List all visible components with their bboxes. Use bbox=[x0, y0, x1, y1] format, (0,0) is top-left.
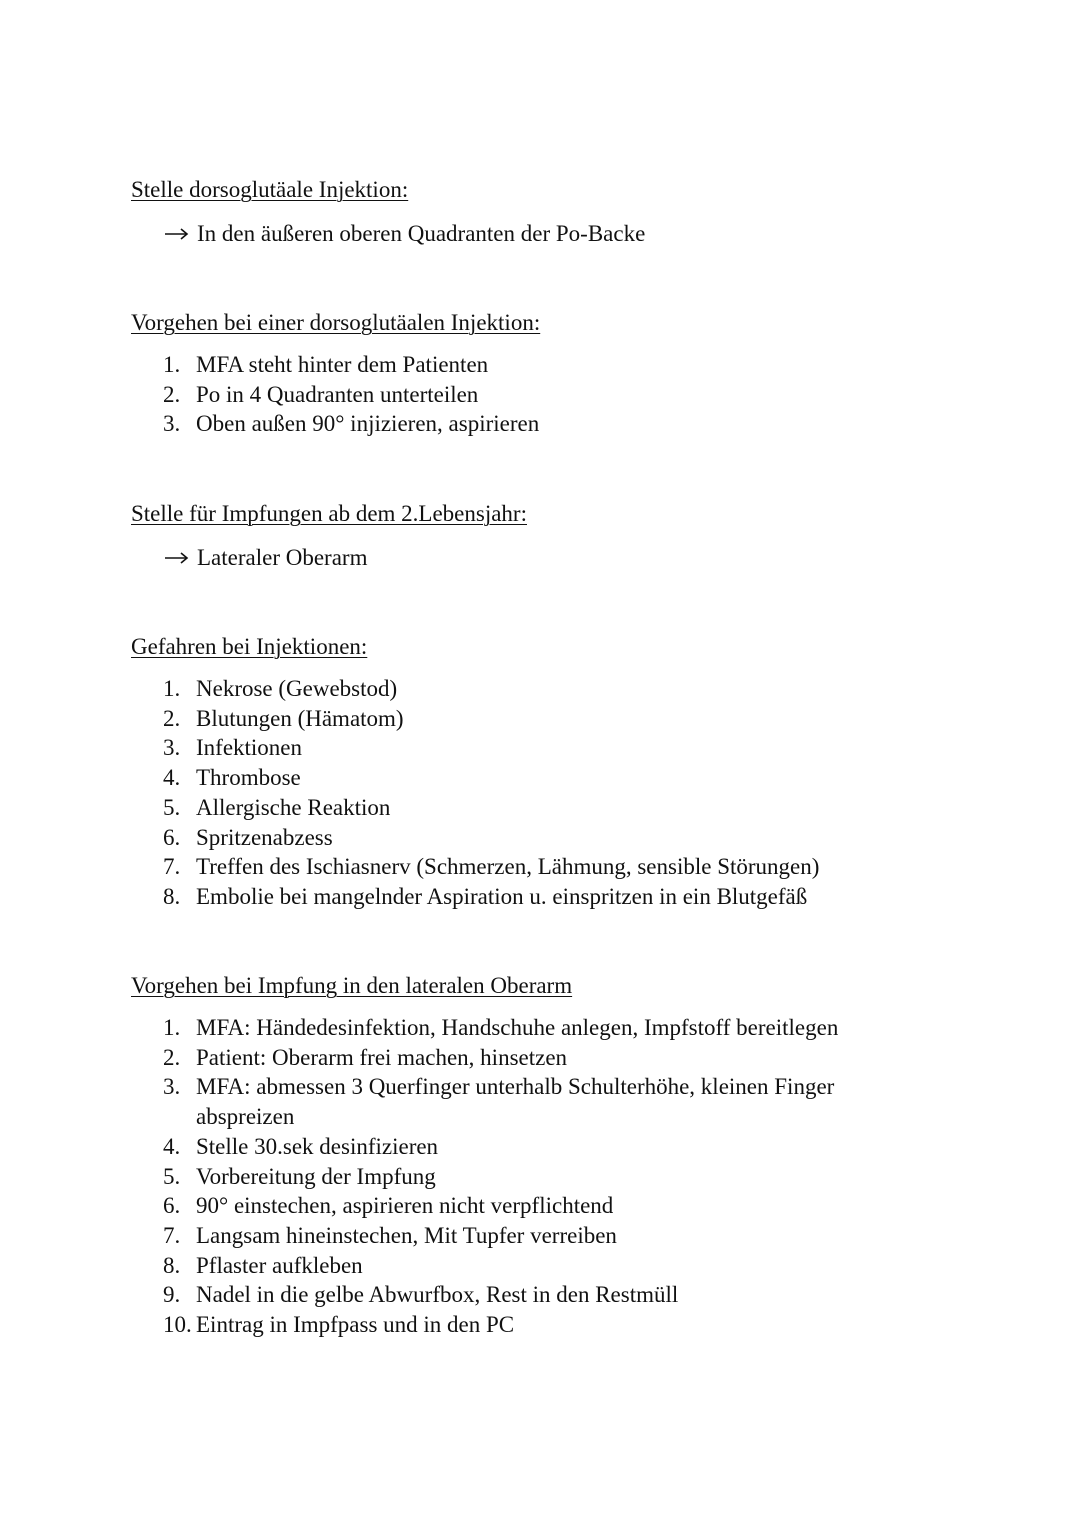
list-item bbox=[131, 1280, 1031, 1310]
list-text: Nekrose (Gewebstod) bbox=[196, 676, 398, 701]
list-item bbox=[131, 1043, 1031, 1073]
section-heading: Stelle für Impfungen ab dem 2.Lebensjahr: bbox=[131, 501, 527, 526]
list-item bbox=[131, 1162, 1031, 1192]
list-number: 1. bbox=[163, 1015, 181, 1040]
list-number: 8. bbox=[163, 1252, 181, 1278]
section-injection-risks bbox=[131, 632, 1031, 912]
section-heading: Gefahren bei Injektionen: bbox=[131, 634, 368, 659]
list-number: 7. bbox=[163, 854, 181, 880]
list-text: Blutungen (Hämatom) bbox=[196, 705, 404, 731]
list-number: 10. bbox=[163, 1312, 192, 1338]
list-item bbox=[131, 1013, 1031, 1043]
list-number: 4. bbox=[163, 765, 181, 791]
list-item bbox=[131, 733, 1031, 763]
list-text: Vorbereitung der Impfung bbox=[196, 1163, 436, 1189]
list-item bbox=[131, 409, 1031, 439]
section-injection-site bbox=[131, 175, 1031, 249]
numbered-list bbox=[131, 1013, 1031, 1340]
arrow-line bbox=[164, 543, 1031, 573]
list-text: Allergische Reaktion bbox=[196, 794, 391, 820]
list-item bbox=[131, 1251, 1031, 1281]
list-number: 2. bbox=[163, 705, 181, 731]
list-text: Stelle 30.sek desinfizieren bbox=[196, 1133, 439, 1159]
section-heading: Stelle dorsoglutäale Injektion: bbox=[131, 177, 409, 202]
list-number: 5. bbox=[163, 794, 181, 820]
list-text: Nadel in die gelbe Abwurfbox, Rest in den Restmüll bbox=[196, 1282, 679, 1308]
list-text: Embolie bei mangelnder Aspiration u. einspritzen in ein Blutgefäß bbox=[196, 883, 808, 909]
arrow-text: Lateraler Oberarm bbox=[197, 545, 368, 570]
list-number: 2. bbox=[163, 1044, 181, 1070]
list-number: 6. bbox=[163, 1193, 181, 1219]
list-text: Infektionen bbox=[196, 735, 303, 761]
numbered-list bbox=[131, 674, 1031, 912]
list-item bbox=[131, 763, 1031, 793]
list-text: Patient: Oberarm frei machen, hinsetzen bbox=[196, 1044, 568, 1070]
list-item bbox=[131, 793, 1031, 823]
list-item bbox=[131, 674, 1031, 704]
numbered-list bbox=[131, 350, 1031, 439]
section-dorsoglutaeal-procedure bbox=[131, 308, 1031, 439]
list-number: 1. bbox=[163, 352, 181, 377]
list-item bbox=[131, 1221, 1031, 1251]
arrow-line bbox=[164, 219, 1031, 249]
section-vaccination-procedure bbox=[131, 971, 1031, 1340]
list-text: MFA: abmessen 3 Querfinger unterhalb Schulterhöhe, kleinen Finger abspreizen bbox=[196, 1074, 835, 1130]
list-text: Langsam hineinstechen, Mit Tupfer verreiben bbox=[196, 1222, 617, 1248]
list-number: 9. bbox=[163, 1282, 181, 1308]
list-item bbox=[131, 1191, 1031, 1221]
list-item bbox=[131, 380, 1031, 410]
arrow-text: In den äußeren oberen Quadranten der Po-Backe bbox=[197, 221, 646, 246]
list-text: Thrombose bbox=[196, 765, 301, 791]
list-item bbox=[131, 882, 1031, 912]
list-number: 3. bbox=[163, 735, 181, 761]
list-item bbox=[131, 823, 1031, 853]
list-number: 1. bbox=[163, 676, 181, 701]
list-number: 5. bbox=[163, 1163, 181, 1189]
list-item bbox=[131, 852, 1031, 882]
right-arrow-icon bbox=[164, 227, 190, 241]
list-text: 90° einstechen, aspirieren nicht verpflichtend bbox=[196, 1193, 614, 1219]
section-heading: Vorgehen bei Impfung in den lateralen Oberarm bbox=[131, 973, 573, 998]
right-arrow-icon bbox=[164, 551, 190, 565]
list-text: MFA steht hinter dem Patienten bbox=[196, 352, 489, 377]
list-text: Treffen des Ischiasnerv (Schmerzen, Lähmung, sensible Störungen) bbox=[196, 854, 820, 880]
list-number: 2. bbox=[163, 381, 181, 407]
list-item bbox=[131, 704, 1031, 734]
list-text: Eintrag in Impfpass und in den PC bbox=[196, 1312, 515, 1338]
section-heading: Vorgehen bei einer dorsoglutäalen Injektion: bbox=[131, 310, 541, 335]
list-text: Spritzenabzess bbox=[196, 824, 333, 850]
list-text: MFA: Händedesinfektion, Handschuhe anlegen, Impfstoff bereitlegen bbox=[196, 1015, 839, 1040]
list-item bbox=[131, 350, 1031, 380]
list-text: Oben außen 90° injizieren, aspirieren bbox=[196, 411, 540, 437]
list-item bbox=[131, 1072, 856, 1131]
list-number: 3. bbox=[163, 1074, 181, 1100]
list-number: 6. bbox=[163, 824, 181, 850]
list-text: Po in 4 Quadranten unterteilen bbox=[196, 381, 479, 407]
section-vaccination-site bbox=[131, 499, 1031, 573]
list-number: 3. bbox=[163, 411, 181, 437]
list-item bbox=[131, 1132, 1031, 1162]
list-text: Pflaster aufkleben bbox=[196, 1252, 363, 1278]
list-item bbox=[131, 1310, 1031, 1340]
list-number: 8. bbox=[163, 883, 181, 909]
list-number: 7. bbox=[163, 1222, 181, 1248]
list-number: 4. bbox=[163, 1133, 181, 1159]
